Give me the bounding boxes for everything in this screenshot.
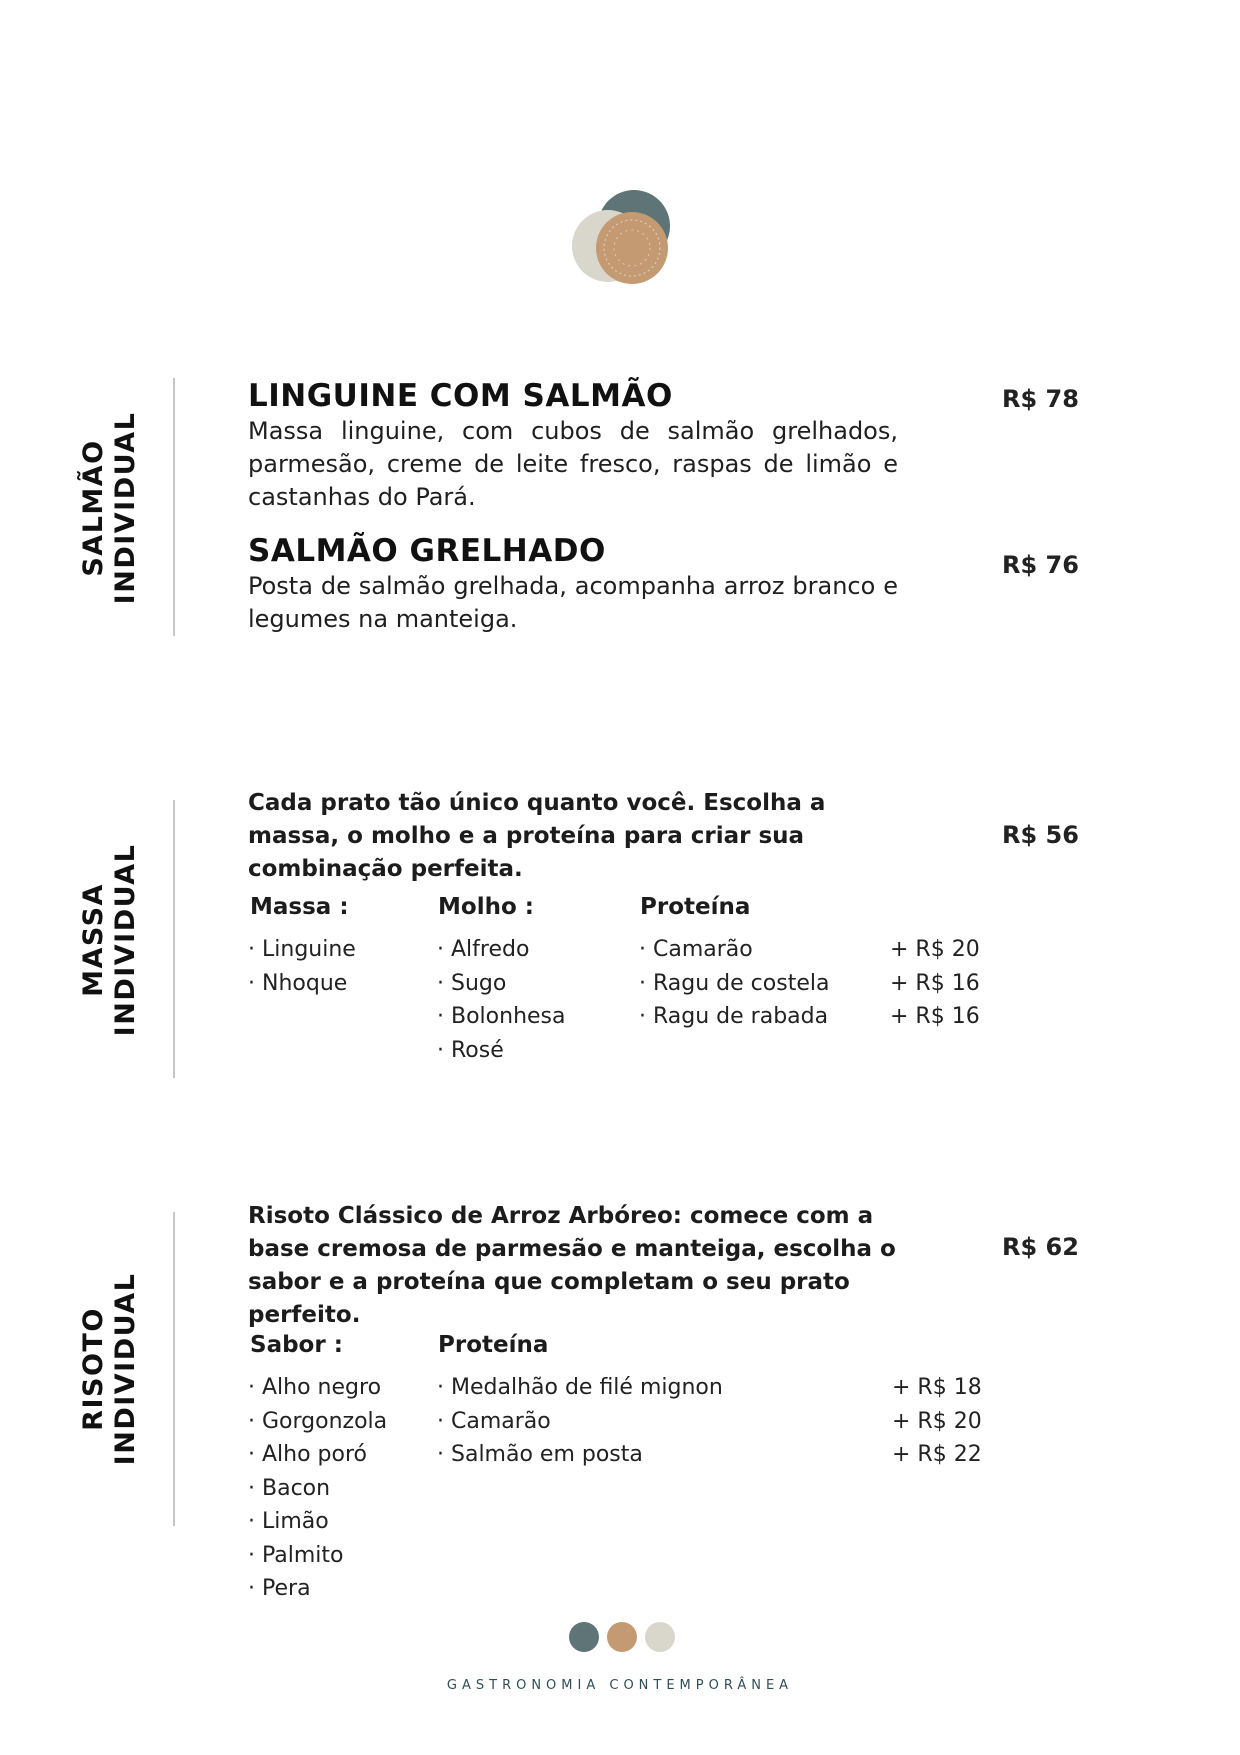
section-label — [78, 1239, 142, 1499]
proteina-extra-prices — [892, 1371, 982, 1472]
list-item: · Pera — [248, 1572, 387, 1606]
section-label-line1: MASSA — [78, 883, 109, 997]
proteina-column-heading: Proteína — [640, 894, 751, 920]
list-item: · Alho poró — [248, 1438, 387, 1472]
section-price: R$ 62 — [1002, 1233, 1079, 1261]
section-label-line1: SALMÃO — [78, 439, 109, 577]
dish-title: SALMÃO GRELHADO — [248, 533, 606, 569]
section-divider-line — [173, 800, 175, 1078]
section-intro: Risoto Clássico de Arroz Arbóreo: comece com a base cremosa de parmesão e manteiga, escolha o sabor e a proteína que completam o seu prato perfeito. — [248, 1203, 896, 1328]
extra-price: + R$ 22 — [892, 1442, 982, 1467]
list-item: · Camarão — [437, 1405, 723, 1439]
section-label-line1: RISOTO — [78, 1307, 109, 1431]
list-item: · Palmito — [248, 1539, 387, 1573]
list-item: · Limão — [248, 1505, 387, 1539]
extra-price: + R$ 16 — [890, 970, 980, 996]
list-item: · Alho negro — [248, 1371, 387, 1405]
section-divider-line — [173, 1212, 175, 1526]
three-overlapping-circles-logo — [572, 190, 682, 290]
terracotta-circle — [596, 212, 668, 284]
section-label-line2: INDIVIDUAL — [110, 411, 141, 605]
sabor-options-list — [248, 1371, 387, 1606]
footer-circles-logo — [567, 1620, 677, 1654]
dish-description: Massa linguine, com cubos de salmão grelhados, parmesão, creme de leite fresco, raspas de limão e castanhas do Pará. — [248, 417, 898, 511]
extra-price: + R$ 16 — [890, 1004, 980, 1029]
dish-description: Posta de salmão grelhada, acompanha arroz branco e legumes na manteiga. — [248, 572, 898, 633]
list-item: · Bolonhesa — [437, 1000, 566, 1034]
list-item: · Nhoque — [248, 967, 356, 1001]
terracotta-dot — [607, 1622, 637, 1652]
molho-options-list — [437, 933, 566, 1067]
slate-dot — [569, 1622, 599, 1652]
dish-title: LINGUINE COM SALMÃO — [248, 378, 673, 414]
massa-options-list — [248, 933, 356, 1000]
extra-price: + R$ 20 — [890, 937, 980, 962]
section-label — [78, 378, 142, 638]
section-label — [78, 810, 142, 1070]
proteina-options-list — [437, 1371, 723, 1472]
brand-tagline: GASTRONOMIA CONTEMPORÂNEA — [446, 1678, 794, 1693]
sand-dot — [645, 1622, 675, 1652]
section-intro: Cada prato tão único quanto você. Escolha a massa, o molho e a proteína para criar sua combinação perfeita. — [248, 790, 826, 882]
molho-column-heading: Molho : — [438, 894, 534, 920]
list-item: · Ragu de costela — [639, 967, 829, 1001]
proteina-column-heading: Proteína — [438, 1332, 549, 1358]
section-label-line2: INDIVIDUAL — [110, 843, 141, 1037]
massa-column-heading: Massa : — [250, 894, 349, 920]
section-price: R$ 56 — [1002, 821, 1079, 849]
list-item: · Gorgonzola — [248, 1405, 387, 1439]
extra-price: + R$ 18 — [892, 1375, 982, 1400]
list-item: · Medalhão de filé mignon — [437, 1371, 723, 1405]
list-item: · Ragu de rabada — [639, 1000, 829, 1034]
list-item: · Camarão — [639, 933, 829, 967]
section-label-line2: INDIVIDUAL — [110, 1272, 141, 1466]
proteina-extra-prices — [890, 933, 980, 1034]
extra-price: + R$ 20 — [892, 1408, 982, 1434]
list-item: · Bacon — [248, 1472, 387, 1506]
dish-price: R$ 78 — [1002, 385, 1079, 413]
list-item: · Salmão em posta — [437, 1438, 723, 1472]
list-item: · Sugo — [437, 967, 566, 1001]
list-item: · Rosé — [437, 1034, 566, 1068]
dish-price: R$ 76 — [1002, 551, 1079, 579]
list-item: · Linguine — [248, 933, 356, 967]
section-divider-line — [173, 378, 175, 636]
sabor-column-heading: Sabor : — [250, 1332, 343, 1358]
proteina-options-list — [639, 933, 829, 1034]
list-item: · Alfredo — [437, 933, 566, 967]
